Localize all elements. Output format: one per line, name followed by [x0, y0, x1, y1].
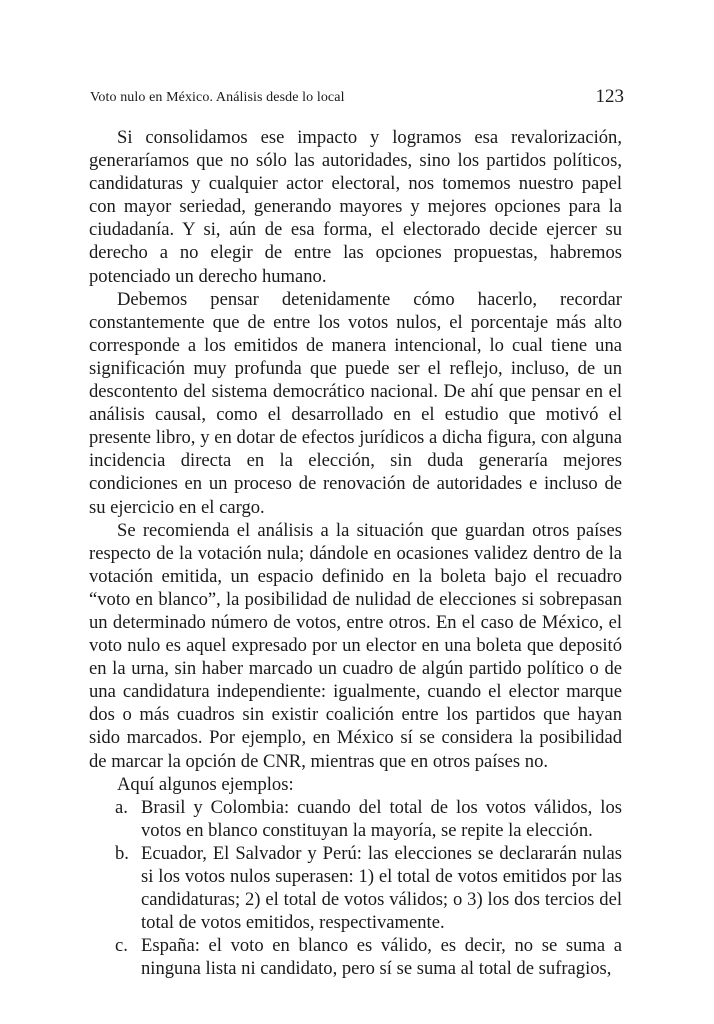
running-title: Voto nulo en México. Análisis desde lo local [90, 90, 345, 105]
paragraph: Debemos pensar detenidamente cómo hacerlo, recordar constantemente que de entre los votos nulos, el porcentaje más alto corresponde a los emitidos de manera intencional, lo cual tiene una significación muy profunda que puede ser el reflejo, incluso, de un descontento del sistema democrático nacional. De ahí que pensar en el análisis causal, como el desarrollado en el estudio que motivó el presente libro, y en dotar de efectos jurídicos a dicha figura, con alguna incidencia directa en la elección, sin duda generaría mejores condiciones en un proceso de renovación de autoridades e incluso de su ejercicio en el cargo. [89, 288, 622, 518]
paragraph: Si consolidamos ese impacto y logramos esa revalorización, generaríamos que no sólo las autoridades, sino los partidos políticos, candidaturas y cualquier actor electoral, nos tomemos nuestro papel con mayor seriedad, generando mayores y mejores opciones para la ciudadanía. Y si, aún de esa forma, el electorado decide ejercer su derecho a no elegir de entre las opciones propuestas, habremos potenciado un derecho humano. [89, 127, 622, 287]
list-marker: c. [115, 935, 128, 957]
list-item-text: España: el voto en blanco es válido, es decir, no se suma a ninguna lista ni candidato, pero sí se suma al total de sufragios, [141, 935, 622, 980]
page-number: 123 [595, 86, 624, 107]
running-head [90, 86, 626, 110]
paragraph: Se recomienda el análisis a la situación que guardan otros países respecto de la votación nula; dándole en ocasiones validez dentro de la votación emitida, un espacio definido en la boleta bajo el recuadro “voto en blanco”, la posibilidad de nulidad de elecciones si sobrepasan un determinado número de votos, entre otros. En el caso de México, el voto nulo es aquel expresado por un elector en una boleta que depositó en la urna, sin haber marcado un cuadro de algún partido político o de una candidatura independiente: igualmente, cuando el elector marque dos o más cuadros sin existir coalición entre los partidos que hayan sido marcados. Por ejemplo, en México sí se considera la posibilidad de marcar la opción de CNR, mientras que en otros países no. [89, 519, 622, 772]
list-item [89, 934, 622, 980]
examples-list [89, 796, 622, 981]
list-item-text: Brasil y Colombia: cuando del total de los votos válidos, los votos en blanco constituyan la mayoría, se repite la elección. [141, 796, 622, 841]
list-item [89, 796, 622, 842]
list-item [89, 842, 622, 934]
list-item-text: Ecuador, El Salvador y Perú: las elecciones se declararán nulas si los votos nulos superasen: 1) el total de votos emitidos por las candidaturas; 2) el total de votos válidos; o 3) los dos tercios del total de votos emitidos, respectivamente. [141, 842, 622, 934]
list-marker: a. [115, 796, 128, 818]
list-marker: b. [115, 842, 129, 864]
paragraph: Aquí algunos ejemplos: [117, 773, 294, 795]
body-text [89, 126, 622, 980]
